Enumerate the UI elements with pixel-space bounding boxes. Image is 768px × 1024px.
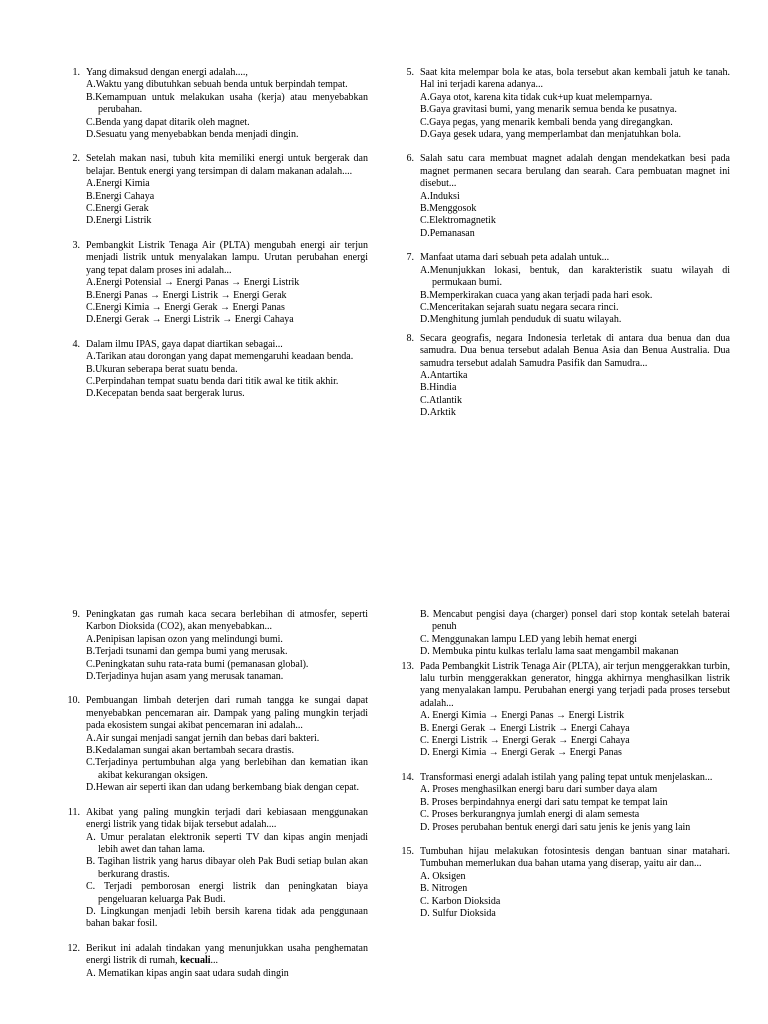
option-b: B.Terjadi tsunami dan gempa bumi yang merusak. bbox=[86, 646, 288, 658]
option-d: D.Hewan air seperti ikan dan udang berkembang biak dengan cepat. bbox=[86, 782, 359, 794]
question-12 bbox=[62, 943, 368, 980]
option-a: A.Waktu yang dibutuhkan sebuah benda untuk berpindah tempat. bbox=[86, 79, 348, 91]
option-c: C. Menggunakan lampu LED yang lebih hemat energi bbox=[420, 633, 637, 645]
option-a: A.Gaya otot, karena kita tidak cuk+up kuat melemparnya. bbox=[420, 91, 653, 103]
column-bottom-left bbox=[62, 609, 368, 980]
question-stem: Transformasi energi adalah istilah yang paling tepat untuk menjelaskan... bbox=[420, 771, 713, 783]
question-stem bbox=[86, 943, 368, 968]
question-number: 2. bbox=[72, 153, 80, 165]
question-7 bbox=[396, 252, 730, 326]
question-4 bbox=[62, 339, 368, 401]
option-a: A.Penipisan lapisan ozon yang melindungi bumi. bbox=[86, 633, 283, 645]
option-c: C.Gaya pegas, yang menarik kembali benda yang diregangkan. bbox=[420, 116, 673, 128]
question-stem: Dalam ilmu IPAS, gaya dapat diartikan sebagai... bbox=[86, 338, 283, 350]
option-d: D.Kecepatan benda saat bergerak lurus. bbox=[86, 388, 245, 400]
question-stem: Manfaat utama dari sebuah peta adalah untuk... bbox=[420, 252, 610, 264]
option-b: B. Mencabut pengisi daya (charger) ponsel dari stop kontak setelah baterai penuh bbox=[420, 609, 730, 633]
question-stem: Pembangkit Listrik Tenaga Air (PLTA) mengubah energi air terjun menjadi listrik untuk menyalakan lampu. Urutan perubahan energi yang tepat dalam proses ini adalah... bbox=[86, 239, 368, 276]
option-d: D.Arktik bbox=[420, 407, 456, 419]
question-12-continuation bbox=[396, 609, 730, 659]
question-number: 10. bbox=[67, 695, 80, 707]
option-a: A. Umur peralatan elektronik seperti TV dan kipas angin menjadi lebih awet dan tahan lama. bbox=[86, 831, 368, 855]
option-b: B.Gaya gravitasi bumi, yang menarik semua benda ke pusatnya. bbox=[420, 104, 677, 116]
column-top-left bbox=[62, 67, 368, 401]
question-number: 15. bbox=[401, 845, 414, 857]
option-a: A. Energi Kimia → Energi Panas → Energi Listrik bbox=[420, 710, 625, 722]
question-number: 9. bbox=[72, 609, 80, 620]
option-c: C.Peningkatan suhu rata-rata bumi (pemanasan global). bbox=[86, 658, 309, 670]
question-number: 13. bbox=[401, 660, 414, 672]
option-c: C.Atlantik bbox=[420, 394, 462, 406]
option-b: B.Energi Panas → Energi Listrik → Energi Gerak bbox=[86, 289, 287, 301]
question-number: 14. bbox=[401, 771, 414, 783]
option-a: A.Induksi bbox=[420, 190, 460, 202]
option-b: B. Nitrogen bbox=[420, 883, 468, 895]
option-a: A.Menunjukkan lokasi, bentuk, dan karakteristik suatu wilayah di permukaan bumi. bbox=[420, 264, 730, 289]
question-stem: Saat kita melempar bola ke atas, bola tersebut akan kembali jatuh ke tanah. Hal ini terjadi karena adanya... bbox=[420, 67, 730, 91]
stem-emphasis: kecuali bbox=[179, 955, 211, 967]
option-b: B.Kedalaman sungai akan bertambah secara drastis. bbox=[86, 745, 294, 757]
column-bottom-right bbox=[396, 609, 730, 920]
option-a: A.Tarikan atau dorongan yang dapat memengaruhi keadaan benda. bbox=[86, 351, 354, 363]
stem-ellipsis: ... bbox=[210, 955, 219, 967]
column-top-right bbox=[396, 67, 730, 420]
option-b: B.Memperkirakan cuaca yang akan terjadi pada hari esok. bbox=[420, 289, 653, 301]
option-c: C.Energi Gerak bbox=[86, 203, 149, 215]
option-d: D. Energi Kimia → Energi Gerak → Energi Panas bbox=[420, 747, 622, 759]
option-a: A.Energi Kimia bbox=[86, 178, 150, 190]
stem-text: Berikut ini adalah tindakan yang menunjukkan usaha penghematan energi listrik di rumah, bbox=[86, 942, 368, 967]
option-d: D. Lingkungan menjadi lebih bersih karena tidak ada penggunaan bahan bakar fosil. bbox=[86, 905, 368, 930]
option-b: B.Menggosok bbox=[420, 203, 477, 215]
question-3 bbox=[62, 240, 368, 327]
question-number: 6. bbox=[406, 153, 414, 165]
option-d: D.Terjadinya hujan asam yang merusak tanaman. bbox=[86, 671, 284, 683]
option-c: C. Terjadi pemborosan energi listrik dan peningkatan biaya pengeluaran keluarga Pak Budi. bbox=[86, 881, 368, 905]
option-d: D. Sulfur Dioksida bbox=[420, 907, 496, 919]
question-number: 11. bbox=[67, 806, 80, 818]
option-b: B.Kemampuan untuk melakukan usaha (kerja) atau menyebabkan perubahan. bbox=[86, 91, 368, 116]
question-number: 4. bbox=[72, 338, 80, 350]
question-number: 5. bbox=[406, 67, 414, 78]
question-stem: Peningkatan gas rumah kaca secara berlebihan di atmosfer, seperti Karbon Dioksida (CO2), akan menyebabkan... bbox=[86, 609, 368, 633]
option-d: D. Proses perubahan bentuk energi dari satu jenis ke jenis yang lain bbox=[420, 821, 691, 833]
option-d: D.Menghitung jumlah penduduk di suatu wilayah. bbox=[420, 314, 622, 326]
option-a: A. Oksigen bbox=[420, 870, 466, 882]
question-6 bbox=[396, 153, 730, 240]
question-10 bbox=[62, 695, 368, 794]
question-stem: Salah satu cara membuat magnet adalah dengan mendekatkan besi pada magnet permanen secara berulang dan searah. Cara pembuatan magnet ini disebut... bbox=[420, 153, 730, 190]
option-d: D. Membuka pintu kulkas terlalu lama saat mengambil makanan bbox=[420, 646, 679, 658]
option-b: B.Energi Cahaya bbox=[86, 190, 155, 202]
question-number: 8. bbox=[406, 332, 414, 344]
question-number: 1. bbox=[72, 67, 80, 78]
question-stem: Setelah makan nasi, tubuh kita memiliki energi untuk bergerak dan belajar. Bentuk energi yang tersimpan di dalam makanan adalah.... bbox=[86, 153, 368, 177]
option-b: B. Proses berpindahnya energi dari satu tempat ke tempat lain bbox=[420, 796, 668, 808]
question-number: 3. bbox=[72, 239, 80, 251]
option-c: C. Karbon Dioksida bbox=[420, 895, 501, 907]
question-stem: Secara geografis, negara Indonesia terletak di antara dua benua dan dua samudra. Dua benua tersebut adalah Benua Asia dan Benua Australia. Dua samudra tersebut adalah Samudra Pasifik dan Samudra... bbox=[420, 332, 730, 369]
option-d: D.Pemanasan bbox=[420, 227, 475, 239]
question-number: 12. bbox=[67, 942, 80, 954]
option-b: B.Hindia bbox=[420, 382, 457, 394]
option-c: C.Benda yang dapat ditarik oleh magnet. bbox=[86, 116, 250, 128]
question-11 bbox=[62, 807, 368, 931]
option-c: C.Elektromagnetik bbox=[420, 215, 496, 227]
option-d: D.Energi Gerak → Energi Listrik → Energi Cahaya bbox=[86, 314, 294, 326]
option-c: C.Menceritakan sejarah suatu negara secara rinci. bbox=[420, 301, 619, 313]
option-c: C.Terjadinya pertumbuhan alga yang berlebihan dan kematian ikan akibat kekurangan oksigen. bbox=[86, 757, 368, 781]
question-stem: Yang dimaksud dengan energi adalah...., bbox=[86, 67, 248, 78]
option-a: A.Energi Potensial → Energi Panas → Energi Listrik bbox=[86, 277, 300, 289]
option-d: D.Energi Listrik bbox=[86, 215, 152, 227]
question-stem: Akibat yang paling mungkin terjadi dari kebiasaan menggunakan energi listrik yang tidak bijak tersebut adalah.... bbox=[86, 806, 368, 831]
option-c: C.Perpindahan tempat suatu benda dari titik awal ke titik akhir. bbox=[86, 375, 339, 387]
option-a: A. Mematikan kipas angin saat udara sudah dingin bbox=[86, 967, 289, 979]
question-5 bbox=[396, 67, 730, 141]
question-14 bbox=[396, 772, 730, 834]
option-b: B. Tagihan listrik yang harus dibayar oleh Pak Budi setiap bulan akan berkurang drastis. bbox=[86, 856, 368, 880]
option-a: A.Antartika bbox=[420, 369, 468, 381]
option-d: D.Sesuatu yang menyebabkan benda menjadi dingin. bbox=[86, 129, 299, 141]
question-2 bbox=[62, 153, 368, 227]
question-9 bbox=[62, 609, 368, 683]
question-13 bbox=[396, 661, 730, 760]
option-a: A. Proses menghasilkan energi baru dari sumber daya alam bbox=[420, 784, 658, 796]
question-stem: Tumbuhan hijau melakukan fotosintesis dengan bantuan sinar matahari. Tumbuhan memerlukan dua bahan utama yang diserap, yaitu air dan... bbox=[420, 845, 730, 870]
option-b: B.Ukuran seberapa berat suatu benda. bbox=[86, 363, 238, 375]
question-1 bbox=[62, 67, 368, 141]
question-stem: Pembuangan limbah deterjen dari rumah tangga ke sungai dapat menyebabkan pencemaran air. Dampak yang paling mungkin terjadi pada ekosistem sungai akibat pencemaran ini adalah... bbox=[86, 695, 368, 732]
question-8 bbox=[396, 333, 730, 420]
option-c: C. Energi Listrik → Energi Gerak → Energi Cahaya bbox=[420, 735, 630, 747]
option-a: A.Air sungai menjadi sangat jernih dan bebas dari bakteri. bbox=[86, 732, 320, 744]
option-c: C. Proses berkurangnya jumlah energi di alam semesta bbox=[420, 809, 640, 821]
question-15 bbox=[396, 846, 730, 920]
option-c: C.Energi Kimia → Energi Gerak → Energi Panas bbox=[86, 301, 285, 313]
option-d: D.Gaya gesek udara, yang memperlambat dan menjatuhkan bola. bbox=[420, 129, 682, 141]
option-b: B. Energi Gerak → Energi Listrik → Energi Cahaya bbox=[420, 722, 630, 734]
question-number: 7. bbox=[406, 252, 414, 264]
question-stem: Pada Pembangkit Listrik Tenaga Air (PLTA), air terjun menggerakkan turbin, lalu turbin menggerakkan generator, hingga akhirnya menghasilkan listrik yang menyalakan lampu. Perubahan energi yang terjadi pada proses tersebut adalah... bbox=[420, 660, 730, 709]
